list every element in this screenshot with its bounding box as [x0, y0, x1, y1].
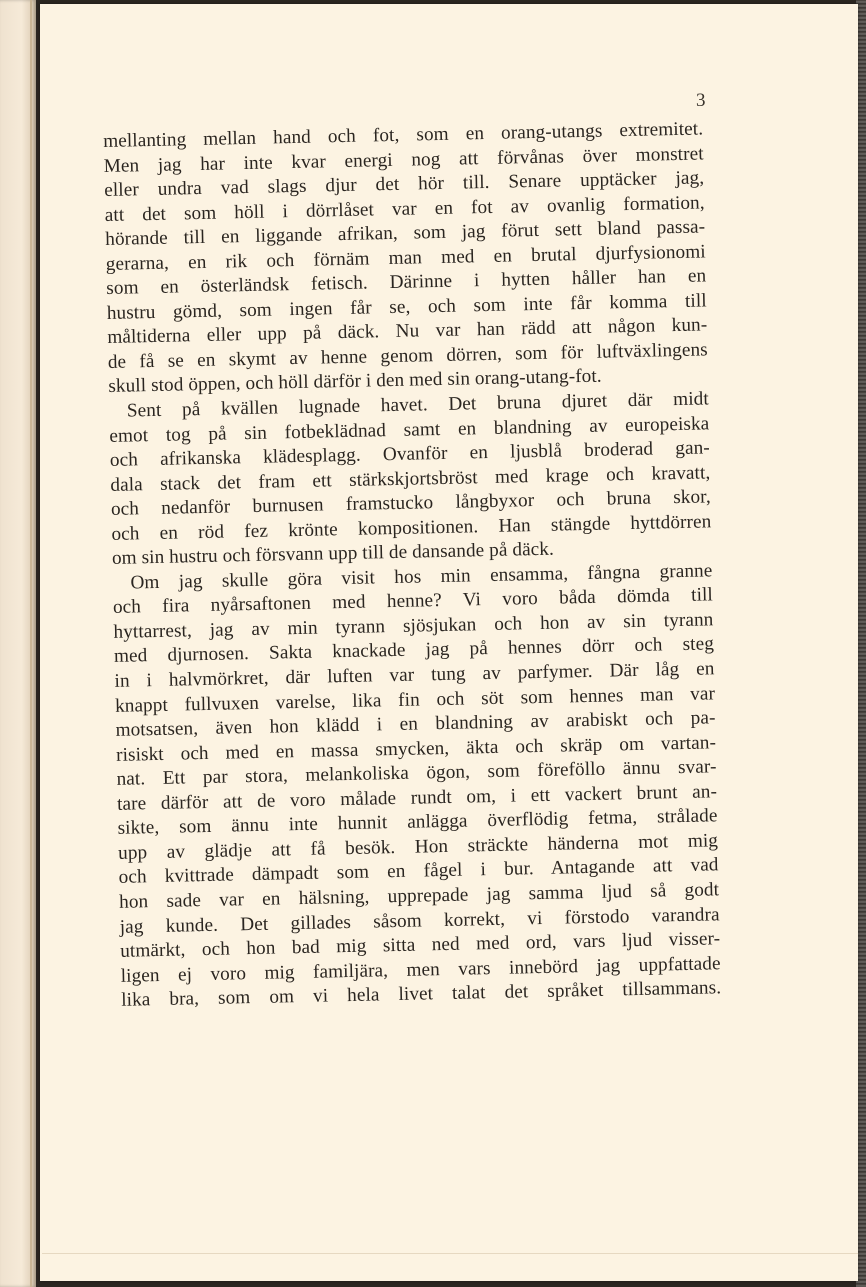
text-line: utmärkt, och hon bad mig sitta ned med ord, vars ljud visser-	[119, 928, 721, 962]
text-line: eller undra vad slags djur det hör till. Senare upptäcker jag,	[104, 167, 705, 202]
text-line: hyttarrest, jag av min tyrann sjösjukan och hon av sin tyrann	[113, 609, 714, 643]
text-line: att det som höll i dörrlåset var en fot av ovanlig formation,	[104, 192, 705, 226]
text-line: med djurnosen. Sakta knackade jag på hennes dörr och steg	[113, 633, 715, 668]
text-line: motsatsen, även hon klädd i en blandning av arabiskt och pa-	[115, 707, 716, 741]
text-line: risiskt och med en massa smycken, äkta och skräp om vartan-	[115, 731, 717, 766]
text-line: måltiderna eller upp på däck. Nu var han rädd att någon kun-	[107, 314, 708, 349]
page-gutter	[30, 0, 32, 1287]
text-line: ligen ej voro mig familjära, men vars innebörd jag uppfattade	[120, 952, 721, 987]
text-line: jag kunde. Det gillades såsom korrekt, vi förstodo varandra	[119, 903, 720, 938]
previous-page-edge	[0, 0, 36, 1287]
text-line: Sent på kvällen lugnade havet. Det bruna djuret där midt	[126, 388, 709, 422]
text-line: Men jag har inte kvar energi nog att förvånas över monstret	[103, 142, 704, 177]
text-line: dala stack det fram ett stärkskjortsbröst med krage och kravatt,	[110, 462, 711, 496]
text-line: gerarna, en rik och förnäm man med en brutal djurfysionomi	[105, 241, 706, 275]
text-line: Om jag skulle göra visit hos min ensamma, fångna granne	[130, 560, 713, 594]
text-line: och kvittrade dämpadt som en fågel i bur. Antagande att vad	[118, 854, 719, 889]
text-line: mellanting mellan hand och fot, som en orang-utangs extremitet.	[103, 118, 704, 152]
text-line: nat. Ett par stora, melankoliska ögon, som föreföllo ännu svar-	[116, 756, 717, 791]
text-line: de få se en skymt av henne genom dörren, som för luftväxlingens	[107, 339, 708, 373]
text-line: hustru gömd, som ingen får se, och som inte får komma till	[106, 290, 707, 324]
text-line: upp av glädje att få besök. Hon sträckte händerna mot mig	[117, 830, 719, 864]
text-line: och afrikanska klädesplagg. Ovanför en ljusblå broderad gan-	[109, 437, 711, 472]
text-line: och en röd fez krönte kompositionen. Han stängde hyttdörren	[111, 511, 712, 545]
text-line: lika bra, som om vi hela livet talat det språket tillsammans.	[121, 977, 722, 1011]
text-line: och nedanför burnusen framstucko långbyxor och bruna skor,	[110, 486, 712, 521]
text-line: in i halvmörkret, där luften var tung av parfymer. Där låg en	[114, 658, 715, 692]
text-line: knappt fullvuxen varelse, lika fin och söt som hennes man var	[114, 682, 716, 717]
page-bottom-edge	[42, 1253, 858, 1254]
text-line: som en österländsk fetisch. Därinne i hytten håller han en	[106, 265, 707, 300]
text-line: sikte, som ännu inte hunnit anlägga överflödig fetma, strålade	[117, 805, 718, 840]
text-line: emot tog på sin fotbeklädnad samt en blandning av europeiska	[109, 412, 710, 447]
text-line: om sin hustru och försvann upp till de dansande på däck.	[111, 538, 555, 570]
page-number: 3	[696, 90, 706, 111]
text-line: hörande till en liggande afrikan, som jag förut sett bland passa-	[105, 216, 706, 251]
text-line: och fira nyårsaftonen med henne? Vi voro båda dömda till	[112, 584, 714, 619]
text-line: hon sade var en hälsning, upprepade jag samma ljud så godt	[118, 879, 720, 913]
text-line: skull stod öppen, och höll därför i den med sin orang-utang-fot.	[108, 366, 602, 398]
body-text	[103, 117, 721, 1013]
text-line: tare därför att de voro målade rundt om, i ett vackert brunt an-	[116, 781, 718, 815]
